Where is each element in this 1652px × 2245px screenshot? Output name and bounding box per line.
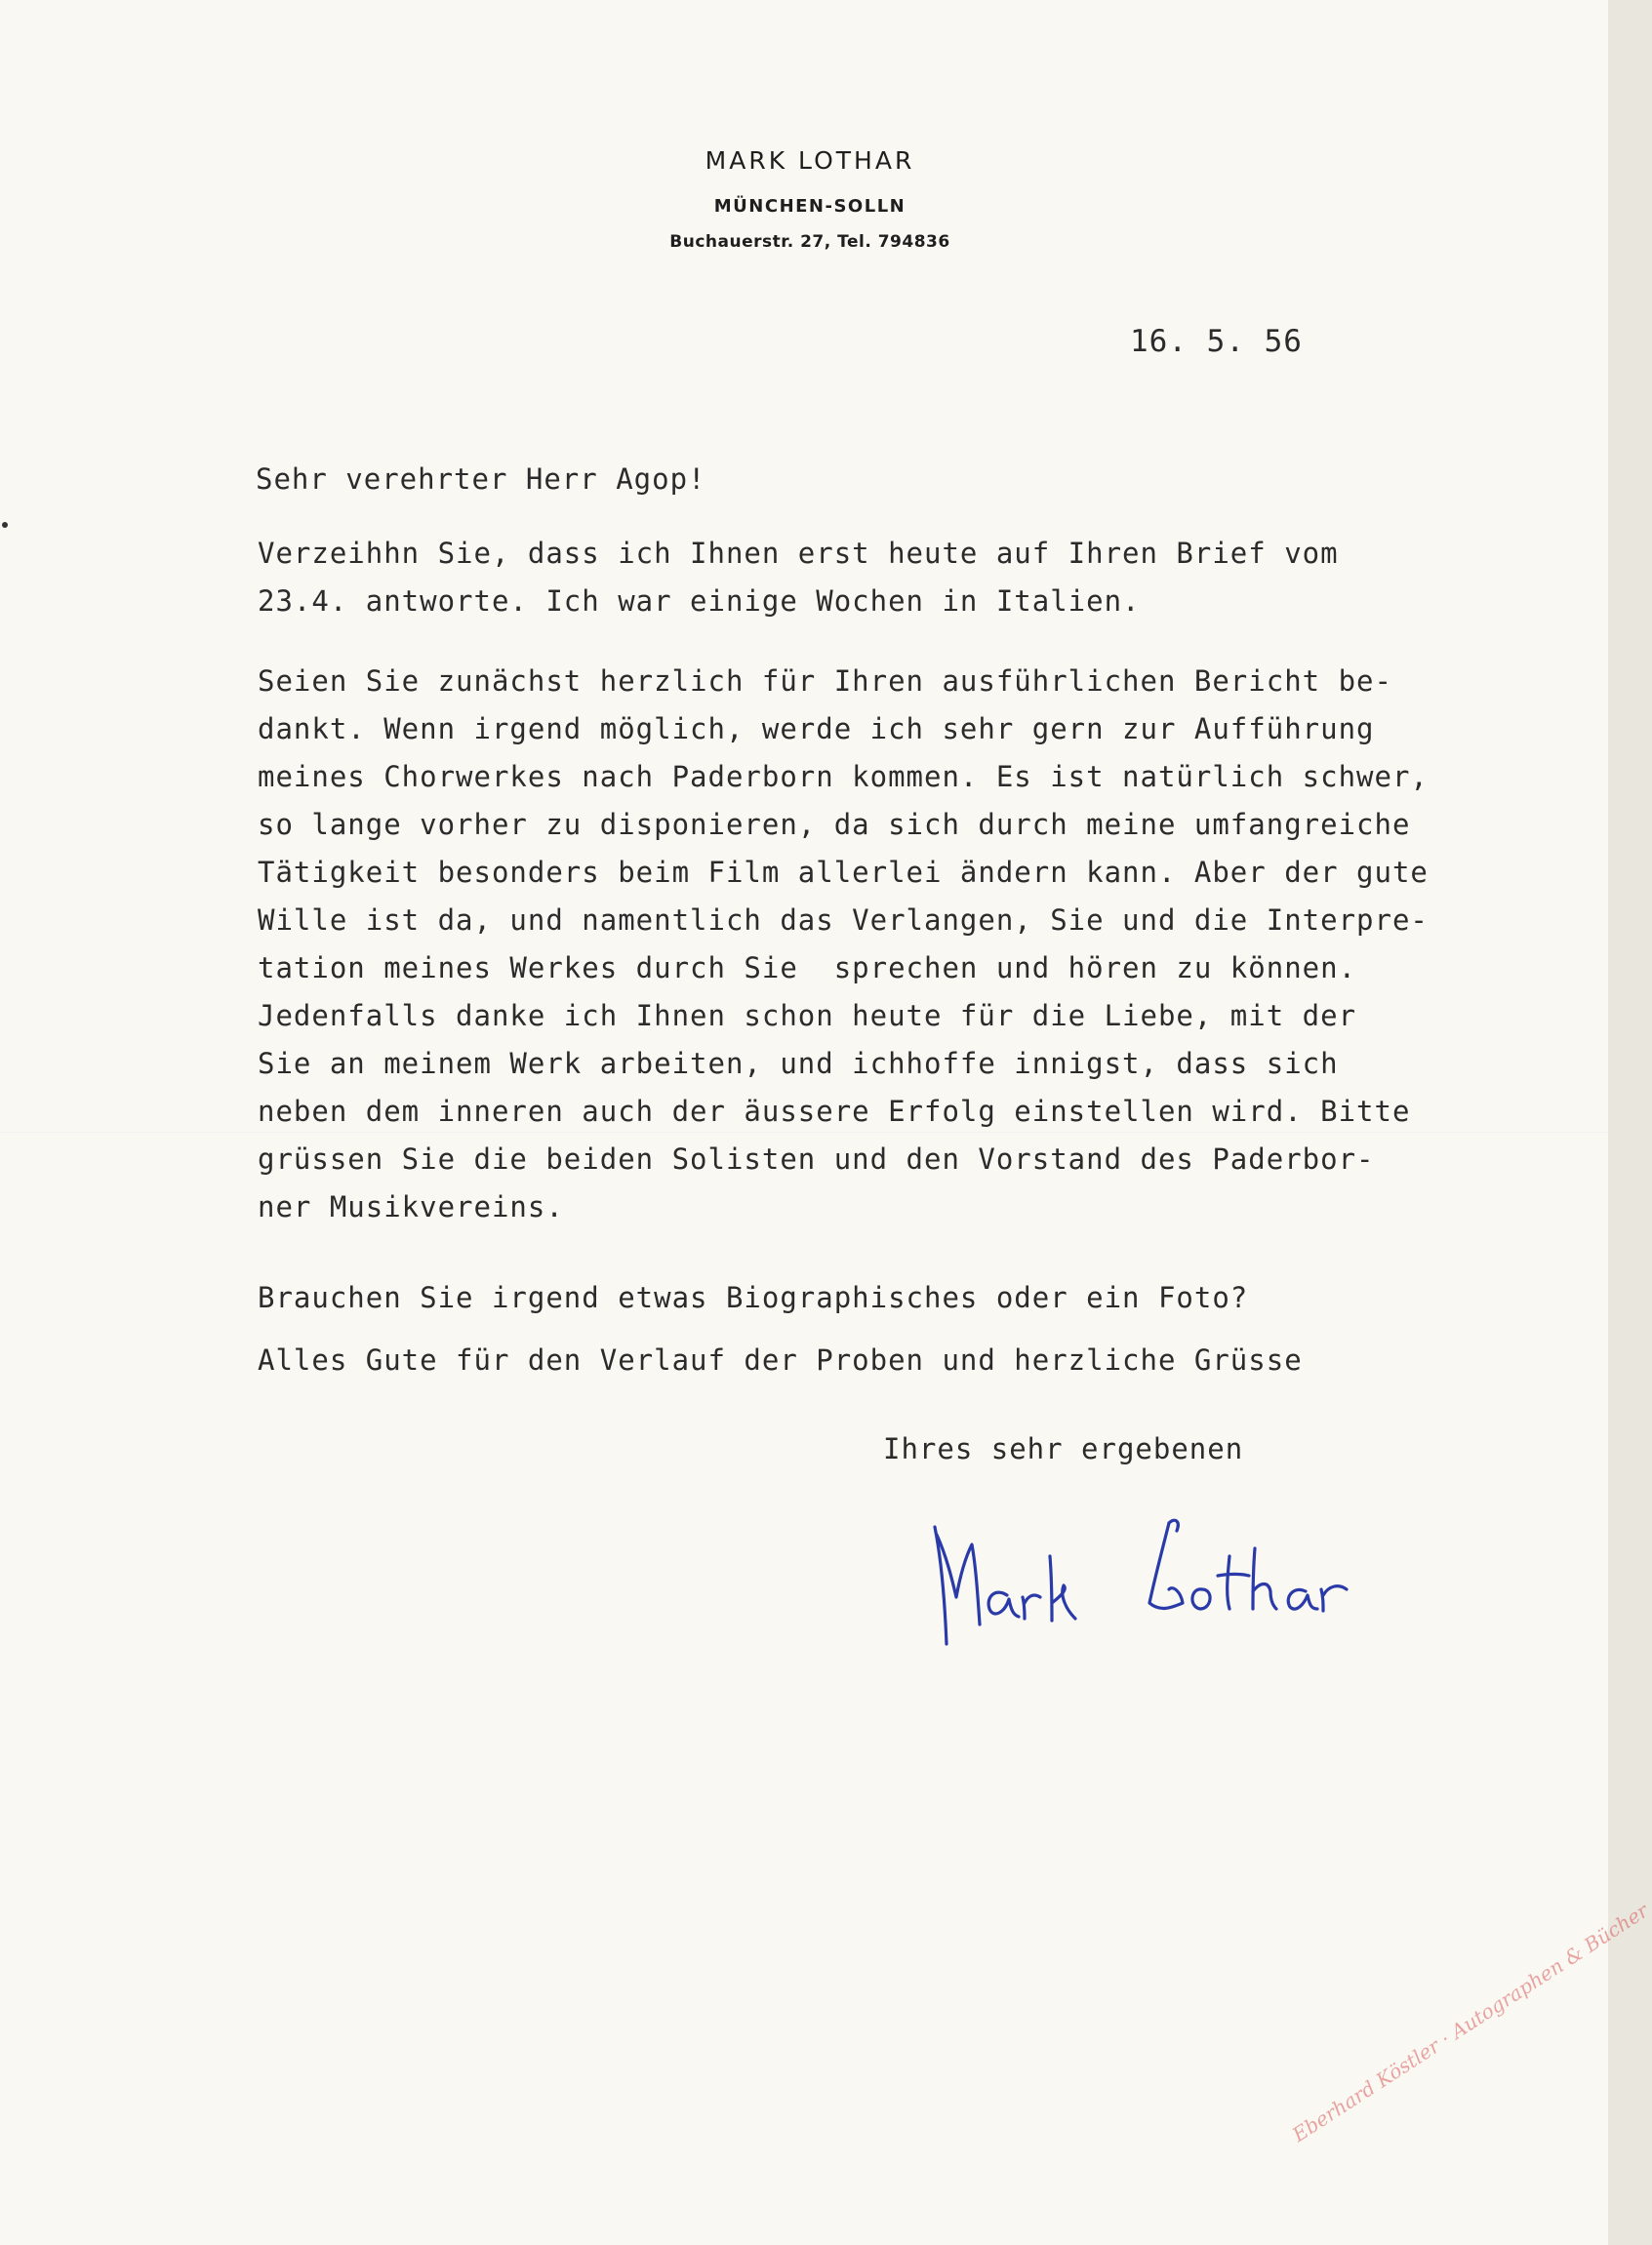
paragraph-2-line: ner Musikvereins. (258, 1190, 564, 1223)
paragraph-2-line: dankt. Wenn irgend möglich, werde ich sehr gern zur Aufführung (258, 712, 1375, 745)
closing-phrase: Ihres sehr ergebenen (883, 1432, 1244, 1465)
paragraph-1-line: Verzeihhn Sie, dass ich Ihnen erst heute auf Ihren Brief vom (258, 537, 1339, 570)
paragraph-2-line: Wille ist da, und namentlich das Verlangen, Sie und die Interpre- (258, 903, 1429, 937)
paragraph-2-line: meines Chorwerkes nach Paderborn kommen. Es ist natürlich schwer, (258, 760, 1429, 793)
salutation: Sehr verehrter Herr Agop! (256, 462, 706, 496)
paragraph-2 (258, 658, 1429, 1231)
paragraph-2-line: Seien Sie zunächst herzlich für Ihren ausführlichen Bericht be- (258, 664, 1392, 698)
letter-date: 16. 5. 56 (1130, 324, 1303, 359)
paragraph-2-line: grüssen Sie die beiden Solisten und den Vorstand des Paderbor- (258, 1143, 1375, 1176)
letterhead-name: MARK LOTHAR (705, 146, 915, 175)
punch-mark (2, 522, 8, 528)
paragraph-2-line: Jedenfalls danke ich Ihnen schon heute für die Liebe, mit der (258, 999, 1357, 1032)
paragraph-3 (258, 1274, 1248, 1322)
dealer-watermark: Eberhard Köstler · Autographen & Bücher (1288, 1899, 1652, 2147)
paragraph-1 (258, 530, 1339, 625)
paragraph-2-line: tation meines Werkes durch Sie sprechen und hören zu können. (258, 951, 1357, 984)
paragraph-4-line: Alles Gute für den Verlauf der Proben und herzliche Grüsse (258, 1343, 1303, 1377)
paragraph-4 (258, 1337, 1303, 1384)
letterhead-city: MÜNCHEN-SOLLN (713, 196, 907, 217)
paragraph-2-line: Tätigkeit besonders beim Film allerlei ändern kann. Aber der gute (258, 856, 1429, 889)
paragraph-3-line: Brauchen Sie irgend etwas Biographisches oder ein Foto? (258, 1281, 1249, 1314)
paragraph-1-line: 23.4. antworte. Ich war einige Wochen in Italien. (258, 584, 1141, 618)
handwritten-signature (917, 1488, 1395, 1703)
paragraph-2-line: Sie an meinem Werk arbeiten, und ichhoffe innigst, dass sich (258, 1047, 1339, 1080)
paragraph-2-line: so lange vorher zu disponieren, da sich durch meine umfangreiche (258, 808, 1411, 841)
paragraph-2-line: neben dem inneren auch der äussere Erfolg einstellen wird. Bitte (258, 1095, 1411, 1128)
letterhead-address: Buchauerstr. 27, Tel. 794836 (669, 232, 950, 252)
